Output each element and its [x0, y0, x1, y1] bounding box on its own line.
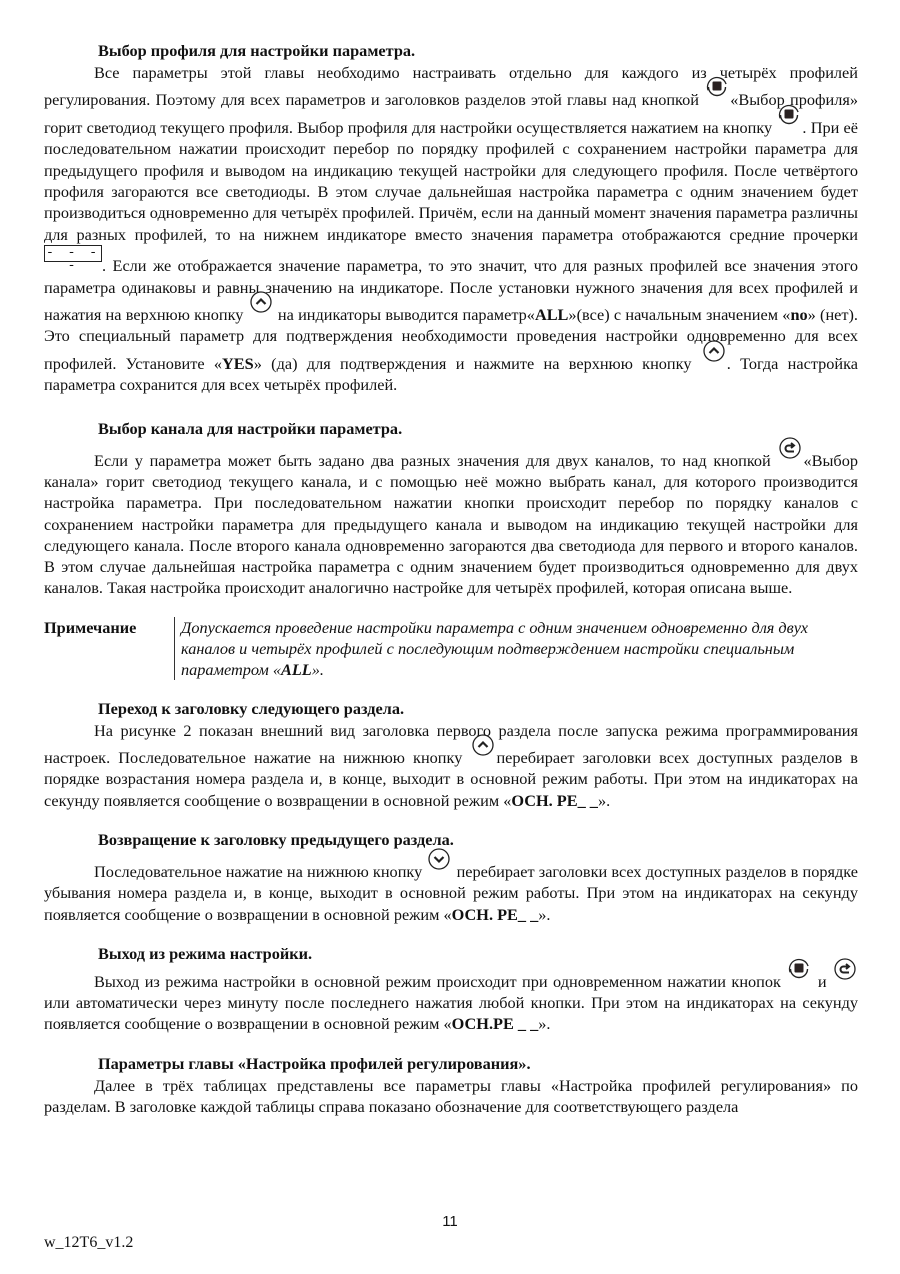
section-heading: Выход из режима настройки.	[98, 943, 313, 963]
down-button-icon	[427, 847, 451, 871]
param-all: ALL	[281, 659, 312, 679]
text: ».	[311, 659, 324, 679]
section-next-header	[44, 698, 858, 811]
section-heading: Переход к заголовку следующего раздела.	[98, 698, 405, 718]
text: Допускается проведение настройки параметра с одним значением одновременно для двух каналов и четырёх профилей с последующим подтверждением настройки специальным параметром «	[181, 617, 808, 679]
text: Выход из режима настройки в основной режим происходит при одновременном нажатии кнопок	[94, 971, 787, 991]
text: ».	[597, 790, 611, 810]
section-prev-header	[44, 829, 858, 925]
text: на индикаторы выводится параметр«	[273, 305, 535, 325]
paragraph	[44, 965, 858, 1035]
section-channel-select	[44, 418, 858, 599]
text: «Выбор профиля» горит светодиод текущего профиля. Выбор профиля для настройки осуществляется нажатием на кнопку	[44, 90, 858, 137]
section-profile-select	[44, 40, 858, 396]
mode-code: ОСН.PE _ _	[451, 1014, 539, 1034]
text: ».	[538, 1014, 551, 1034]
text: Все параметры этой главы необходимо настраивать отдельно для каждого из четырёх профилей регулирования. Поэтому для всех параметров и заголовков разделов этой главы над кнопкой	[44, 63, 858, 110]
paragraph	[44, 720, 858, 811]
paragraph: Далее в трёх таблицах представлены все параметры главы «Настройка профилей регулирования» по разделам. В заголовке каждой таблицы справа показано обозначение для соответствующего раздела	[44, 1075, 858, 1117]
text: » (нет). Это специальный параметр для подтверждения необходимости проведения настройки одновременно для всех профилей. Установите «	[44, 305, 858, 373]
up-button-icon	[702, 339, 726, 363]
document-page	[44, 40, 858, 1135]
section-heading: Выбор профиля для настройки параметра.	[98, 41, 416, 60]
mode-code: ОСН. PE_ _	[451, 904, 539, 924]
text: Если у параметра может быть задано два разных значения для двух каналов, то над кнопкой	[94, 450, 778, 470]
text: ».	[538, 904, 551, 924]
paragraph	[44, 444, 858, 599]
text: перебирает заголовки всех доступных разделов в порядке убывания номера раздела и, в конце, выходит в основной режим работы. При этом на индикаторах на секунду появляется сообщение о возвращении в основной режим «	[44, 861, 858, 924]
profile-select-button-icon	[777, 103, 801, 127]
channel-select-button-icon	[833, 957, 857, 981]
text: . При её последовательном нажатии происходит перебор по порядку профилей с сохранением настройки параметра для предыдущего профиля и выводом на индикацию текущей настройки для следующего профиля. После четвёртого профиля загораются все светодиоды. В этом случае дальнейшая настройка параметра с одним значением будет производиться одновременно для четырёх профилей. Причём, если на данный момент значения параметра различны для разных профилей, то на нижнем индикаторе вместо значения параметра отображаются средние прочерки	[44, 117, 859, 244]
note-label: Примечание	[44, 617, 137, 637]
dash-indicator-display: - - - -	[45, 245, 100, 274]
param-all: ALL	[534, 305, 569, 325]
profile-select-button-icon	[705, 75, 729, 99]
text: . Тогда настройка параметра сохранится для всех четырёх профилей.	[44, 353, 859, 395]
section-heading: Параметры главы «Настройка профилей регулирования».	[98, 1053, 531, 1073]
up-button-icon	[249, 290, 273, 314]
text: или автоматически через минуту после последнего нажатия любой кнопки. При этом на индикаторах на секунду появляется сообщение о возвращении в основной режим «	[44, 993, 858, 1034]
text: Последовательное нажатие на нижнюю кнопку	[94, 861, 427, 881]
up-button-icon	[471, 733, 495, 757]
profile-select-button-icon	[787, 957, 811, 981]
text: «Выбор канала» горит светодиод текущего канала, и с помощью неё можно выбрать канал, для которого производится настройка параметра. При последовательном нажатии кнопки происходит перебор по порядку каналов с сохранением настройки параметра для предыдущего канала и выводом на индикацию текущей настройки для следующего канала. После второго канала одновременно загораются два светодиода для первого и второго каналов. В этом случае дальнейшая настройка параметра с одним значением будет производиться одновременно для двух каналов. Такая настройка происходит аналогично настройке для четырёх профилей, которая описана выше.	[44, 450, 858, 598]
section-exit-setup	[44, 943, 858, 1035]
channel-select-button-icon	[778, 436, 802, 460]
section-heading: Выбор канала для настройки параметра.	[98, 418, 403, 438]
text: перебирает заголовки всех доступных разделов в порядке возрастания номера раздела и, в конце, выходит в основной режим работы. При этом на индикаторах на секунду появляется сообщение о возвращении в основной режим «	[44, 748, 858, 810]
value-no: no	[790, 305, 808, 325]
text: и	[812, 971, 832, 991]
text: »(все) с начальным значением «	[568, 305, 791, 325]
section-heading: Возвращение к заголовку предыдущего раздела.	[98, 829, 454, 849]
note-block	[44, 617, 858, 680]
document-id: w_12T6_v1.2	[44, 1234, 134, 1251]
section-chapter-params	[44, 1053, 858, 1118]
text: » (да) для подтверждения и нажмите на верхнюю кнопку	[253, 353, 701, 373]
mode-code: ОСН. PE_ _	[511, 790, 598, 810]
paragraph	[44, 62, 858, 396]
text: На рисунке 2 показан внешний вид заголовка первого раздела после запуска режима программирования настроек. Последовательное нажатие на нижнюю кнопку	[44, 720, 858, 768]
value-yes: YES	[222, 353, 254, 373]
text: . Если же отображается значение параметра, то это значит, что для разных профилей все значения этого параметра одинаковы и равны значению на индикаторе. После установки нужного значения для всех профилей и нажатия на верхнюю кнопку	[44, 256, 858, 325]
paragraph	[44, 855, 858, 925]
page-number: 11	[442, 1213, 458, 1230]
note-text	[174, 617, 851, 680]
